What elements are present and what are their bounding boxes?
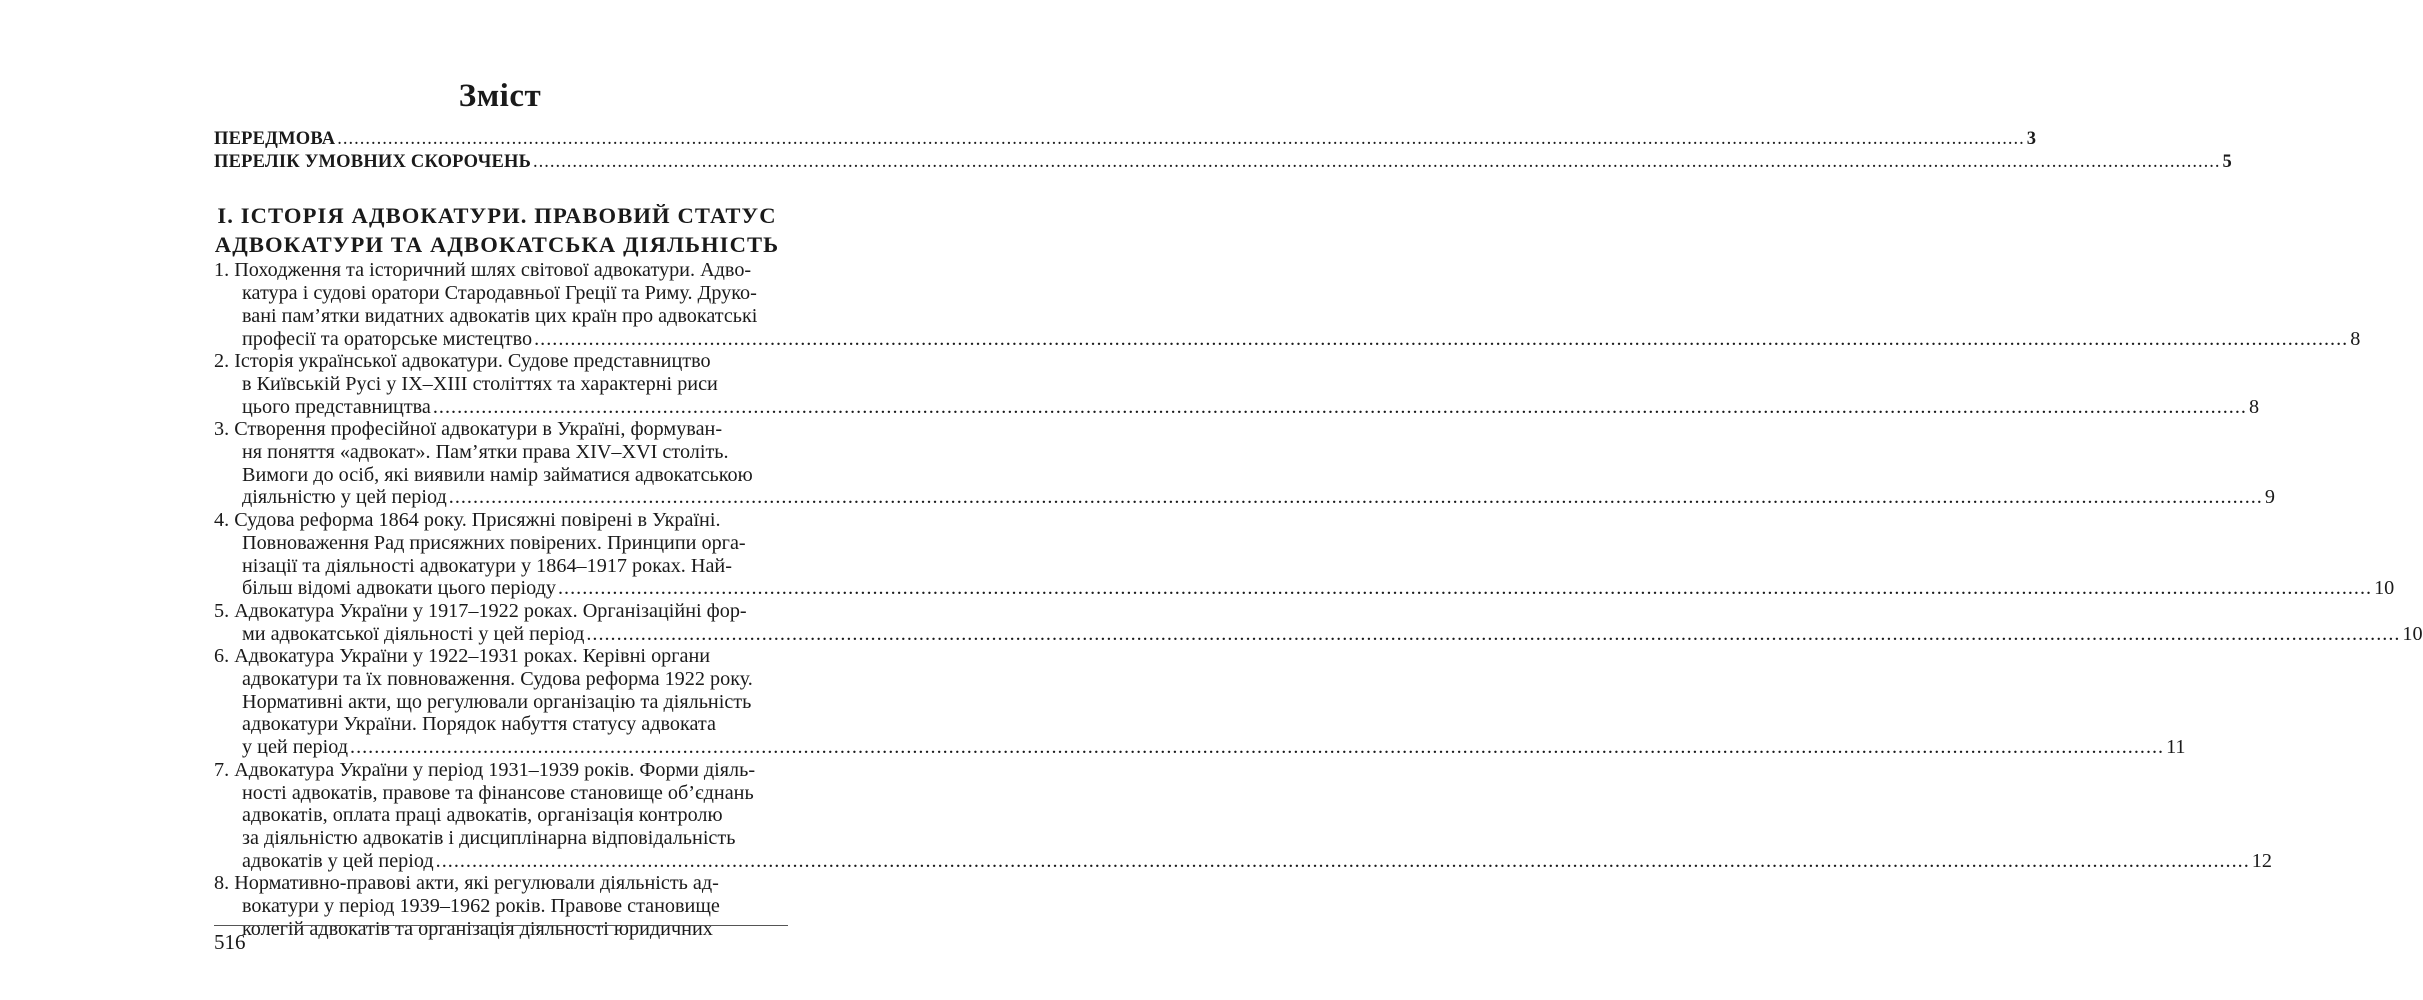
toc-item-line: 5. Адвокатура України у 1917–1922 роках. Організаційні фор-	[214, 599, 747, 622]
toc-item-text: адвокатів у цей період	[242, 849, 434, 872]
leader-dots: ............................................................................................................................................................................................................................................................................................................	[432, 395, 2247, 418]
toc-item-line: 6. Адвокатура України у 1922–1931 роках. Керівні органи	[214, 645, 711, 668]
leader-dots: ............................................................................................................................................................................................................................................................................................................	[350, 736, 2165, 759]
toc-item-page: 10	[2402, 622, 2423, 645]
toc-item-last-line	[214, 577, 2395, 600]
toc-item-line: ня поняття «адвокат». Пам’ятки права XIV–XVI століть.	[242, 441, 729, 464]
toc-item-text: цього представництва	[242, 395, 431, 418]
toc-item-last-line	[214, 395, 2260, 419]
toc-item-line: колегій адвокатів та організація діяльності юридичних	[242, 917, 713, 940]
toc-item-line: вокатури у період 1939–1962 років. Правове становище	[242, 895, 720, 918]
toc-item-line: 4. Судова реформа 1864 року. Присяжні повірені в Україні.	[214, 509, 721, 532]
footer-rule	[214, 925, 788, 926]
toc-item	[214, 645, 2186, 759]
leader-dots: ............................................................................................................................................................................................................................................................................................................	[533, 151, 2221, 172]
toc-item-page: 10	[2374, 577, 2395, 600]
toc-item-last-line	[214, 327, 2361, 351]
leader-dots: ............................................................................................................................................................................................................................................................................................................	[586, 622, 2401, 645]
toc-item-text: у цей період	[242, 736, 349, 759]
toc-entry-label: ПЕРЕДМОВА	[214, 129, 336, 149]
toc-entry-label: ПЕРЕЛІК УМОВНИХ СКОРОЧЕНЬ	[214, 151, 532, 172]
leader-dots: ............................................................................................................................................................................................................................................................................................................	[534, 327, 2349, 350]
page-number: 516	[214, 930, 246, 954]
toc-item	[214, 872, 780, 940]
toc-item-line: нізації та діяльності адвокатури у 1864–1917 роках. Най-	[242, 554, 732, 577]
toc-item-list	[214, 259, 2423, 940]
toc-item-line: 7. Адвокатура України у період 1931–1939 років. Форми діяль-	[214, 758, 756, 781]
toc-item-page: 8	[2248, 395, 2260, 418]
toc-item-line: за діяльністю адвокатів і дисциплінарна відповідальність	[242, 826, 736, 849]
toc-entry-page: 5	[2222, 151, 2232, 172]
toc-entry	[214, 151, 2232, 174]
section-heading	[214, 201, 780, 259]
toc-item-line: вані пам’ятки видатних адвокатів цих країн про адвокатські	[242, 304, 758, 327]
toc-item-last-line	[214, 849, 2272, 873]
toc-item-line: адвокатури України. Порядок набуття статусу адвоката	[242, 713, 716, 736]
toc-item-text: діяльністю у цей період	[242, 486, 447, 509]
toc-item-text: більш відомі адвокати цього періоду	[242, 577, 556, 600]
toc-item-line: 1. Походження та історичний шлях світової адвокатури. Адво-	[214, 259, 752, 282]
toc-item-text: ми адвокатської діяльності у цей період	[242, 622, 585, 645]
toc-item-last-line	[214, 486, 2275, 509]
toc-item-line: 3. Створення професійної адвокатури в Україні, формуван-	[214, 418, 723, 441]
toc-item-page: 12	[2251, 849, 2272, 872]
toc-item-page: 8	[2350, 327, 2361, 350]
toc-item-line: катура і судові оратори Стародавньої Греції та Риму. Друко-	[242, 282, 757, 305]
toc-title: Зміст	[458, 78, 542, 114]
toc-item-line: Вимоги до осіб, які виявили намір займатися адвокатською	[242, 463, 753, 486]
table-of-contents	[214, 128, 2423, 941]
toc-item-line: адвокатури та їх повноваження. Судова реформа 1922 року.	[242, 668, 753, 691]
leader-dots: ............................................................................................................................................................................................................................................................................................................	[435, 849, 2250, 872]
toc-item-line: 2. Історія української адвокатури. Судове представництво	[214, 350, 711, 373]
toc-item	[214, 599, 2423, 645]
leader-dots: ............................................................................................................................................................................................................................................................................................................	[448, 486, 2263, 509]
toc-entry	[214, 128, 2037, 151]
toc-item	[214, 758, 2272, 873]
toc-item-line: Нормативні акти, що регулювали організацію та діяльність	[242, 690, 752, 713]
toc-item-last-line	[214, 622, 2423, 646]
leader-dots: ............................................................................................................................................................................................................................................................................................................	[337, 129, 2025, 149]
toc-entry-page: 3	[2026, 129, 2037, 149]
toc-item	[214, 418, 2275, 509]
toc-item-page: 9	[2264, 486, 2275, 509]
toc-item-last-line	[214, 736, 2186, 759]
toc-item-line: адвокатів, оплата праці адвокатів, організація контролю	[242, 804, 723, 827]
toc-item-line: 8. Нормативно-правові акти, які регулювали діяльність ад-	[214, 872, 719, 895]
toc-item-page: 11	[2166, 736, 2186, 759]
section-heading-line-2: АДВОКАТУРИ ТА АДВОКАТСЬКА ДІЯЛЬНІСТЬ	[214, 232, 780, 258]
leader-dots: ............................................................................................................................................................................................................................................................................................................	[558, 577, 2373, 600]
toc-item-line: ності адвокатів, правове та фінансове становище об’єднань	[242, 781, 754, 804]
front-matter-list	[214, 128, 2232, 173]
toc-item	[214, 350, 2260, 418]
toc-item-line: Повноваження Рад присяжних повірених. Принципи орга-	[242, 531, 746, 554]
toc-item	[214, 509, 2395, 600]
section-heading-line-1: І. ІСТОРІЯ АДВОКАТУРИ. ПРАВОВИЙ СТАТУС	[217, 203, 777, 229]
toc-item	[214, 259, 2361, 350]
toc-item-line: в Київській Русі у IX–XIII століттях та характерні риси	[242, 372, 718, 395]
toc-item-text: професії та ораторське мистецтво	[242, 327, 533, 350]
